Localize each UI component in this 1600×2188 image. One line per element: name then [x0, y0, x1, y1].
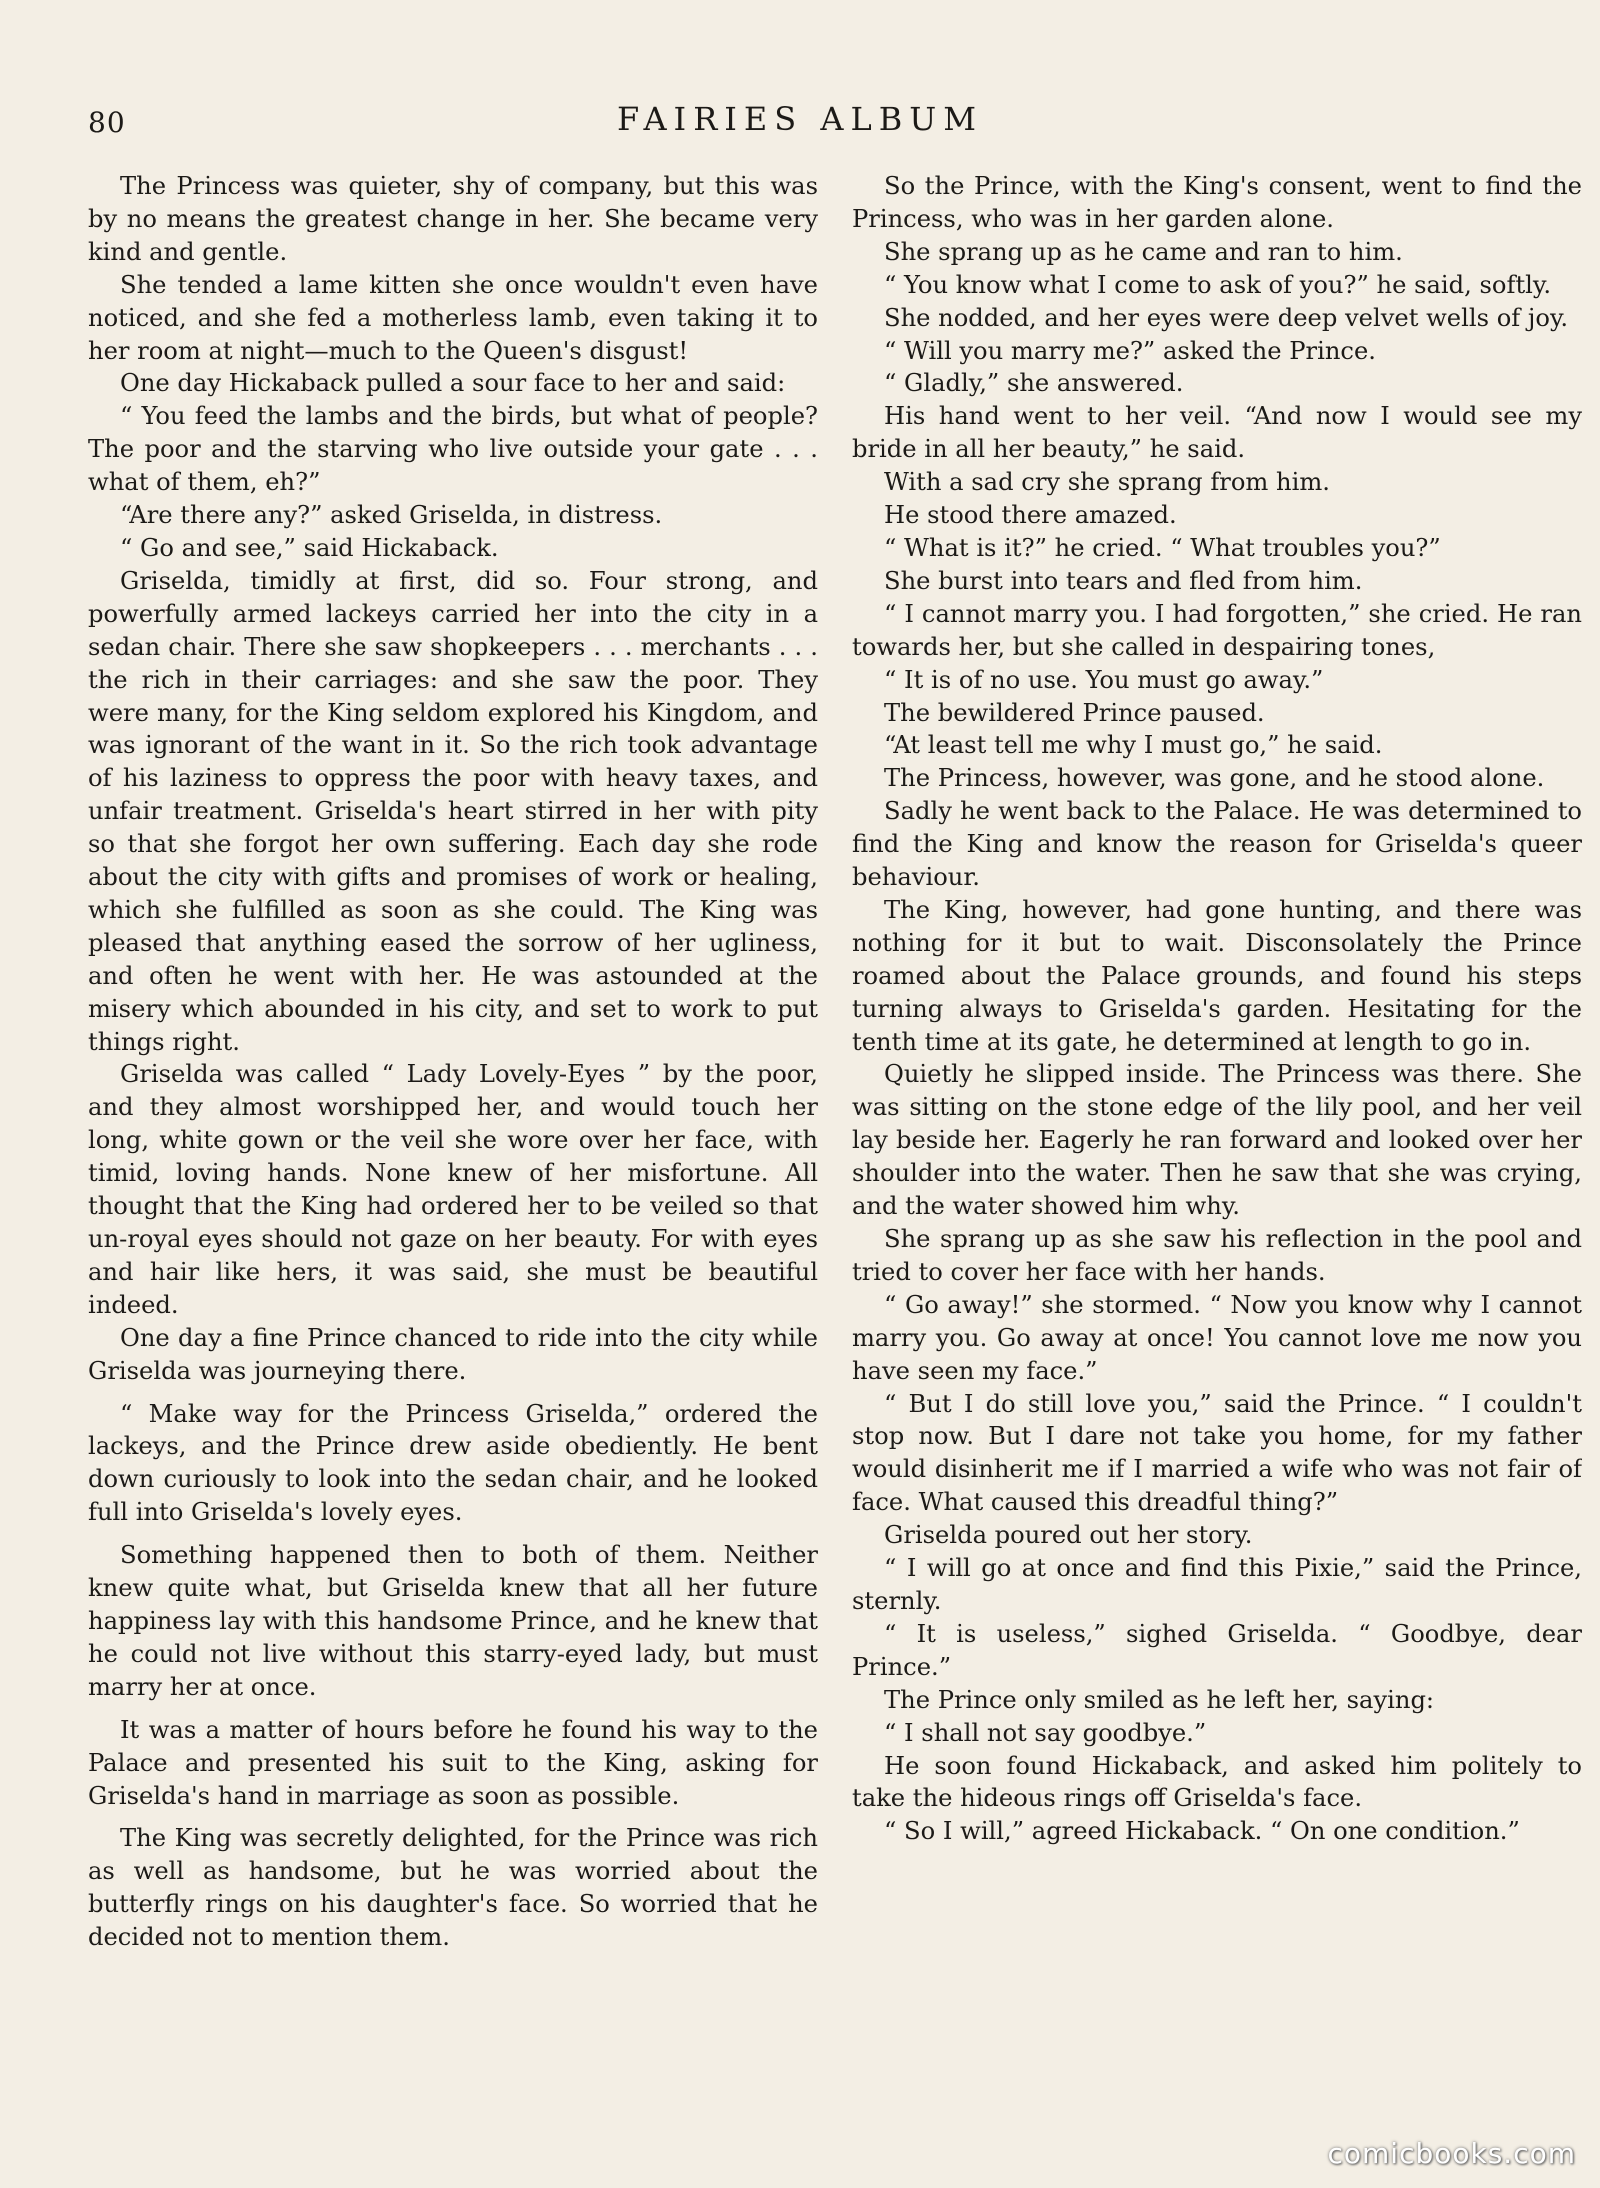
paragraph: “ You feed the lambs and the birds, but what of people? The poor and the starving who live outside your gate . . . what of them, eh?”: [88, 402, 818, 497]
paragraph: “ So I will,” agreed Hickaback. “ On one condition.”: [884, 1817, 1520, 1846]
story-body: [88, 170, 1582, 2110]
page-number: 80: [88, 106, 126, 139]
paragraph: “ I shall not say goodbye.”: [884, 1718, 1207, 1747]
paragraph: The King, however, had gone hunting, and there was nothing for it but to wait. Disconsolately the Prince roamed about the Palace grounds, and found his steps turning always to Griselda's garden. Hesitating for the tenth time at its gate, he determined at length to go in.: [852, 895, 1582, 1056]
page-header: [0, 96, 1600, 156]
paragraph: She burst into tears and fled from him.: [884, 566, 1363, 595]
site-watermark: comicbooks.com: [1327, 2137, 1576, 2170]
paragraph: “ Go and see,” said Hickaback.: [120, 533, 499, 562]
paragraph: He stood there amazed.: [884, 501, 1177, 530]
paragraph: She tended a lame kitten she once wouldn't even have noticed, and she fed a motherless lamb, even taking it to her room at night—much to the Queen's disgust!: [88, 270, 818, 365]
paragraph: The Princess, however, was gone, and he stood alone.: [884, 764, 1545, 793]
paragraph: His hand went to her veil. “And now I would see my bride in all her beauty,” he said.: [852, 402, 1582, 464]
paragraph: “ But I do still love you,” said the Prince. “ I couldn't stop now. But I dare not take you home, for my father would disinherit me if I married a wife who was not fair of face. What caused this dreadful thing?”: [852, 1389, 1582, 1517]
left-column: [88, 170, 818, 2110]
paragraph: Griselda poured out her story.: [884, 1521, 1253, 1550]
paragraph: Something happened then to both of them. Neither knew quite what, but Griselda knew that all her future happiness lay with this handsome Prince, and he knew that he could not live without this starry-eyed lady, but must marry her at once.: [88, 1541, 818, 1701]
paragraph: Griselda was called “ Lady Lovely-Eyes ” by the poor, and they almost worshipped her, and would touch her long, white gown or the veil she wore over her face, with timid, loving hands. None knew of her misfortune. All thought that the King had ordered her to be veiled so that un-royal eyes should not gaze on her beauty. For with eyes and hair like hers, it was said, she must be beautiful indeed.: [88, 1060, 818, 1319]
paragraph: She nodded, and her eyes were deep velvet wells of joy.: [884, 303, 1569, 332]
paragraph: “ Go away!” she stormed. “ Now you know why I cannot marry you. Go away at once! You cannot love me now you have seen my face.”: [852, 1290, 1582, 1385]
paragraph: Griselda, timidly at first, did so. Four strong, and powerfully armed lackeys carried her into the city in a sedan chair. There she saw shopkeepers . . . merchants . . . the rich in their carriages: and she saw the poor. They were many, for the King seldom explored his Kingdom, and was ignorant of the want in it. So the rich took advantage of his laziness to oppress the poor with heavy taxes, and unfair treatment. Griselda's heart stirred in her with pity so that she forgot her own suffering. Each day she rode about the city with gifts and promises of work or healing, which she fulfilled as soon as she could. The King was pleased that anything eased the sorrow of her ugliness, and often he went with her. He was astounded at the misery which abounded in his city, and set to work to put things right.: [88, 566, 818, 1056]
paragraph: One day a fine Prince chanced to ride into the city while Griselda was journeying there.: [88, 1323, 818, 1385]
paragraph: The Prince only smiled as he left her, saying:: [884, 1685, 1435, 1714]
paragraph: Sadly he went back to the Palace. He was determined to find the King and know the reason for Griselda's queer behaviour.: [852, 797, 1582, 892]
paragraph: The bewildered Prince paused.: [884, 698, 1265, 727]
paragraph: He soon found Hickaback, and asked him politely to take the hideous rings off Griselda's face.: [852, 1751, 1582, 1813]
paragraph: So the Prince, with the King's consent, went to find the Princess, who was in her garden alone.: [852, 172, 1582, 233]
paragraph: “ Gladly,” she answered.: [884, 369, 1184, 398]
paragraph: Quietly he slipped inside. The Princess was there. She was sitting on the stone edge of the lily pool, and her veil lay beside her. Eagerly he ran forward and looked over her shoulder into the water. Then he saw that she was crying, and the water showed him why.: [852, 1060, 1582, 1221]
paragraph: “ What is it?” he cried. “ What troubles you?”: [884, 533, 1441, 562]
running-title: FAIRIES ALBUM: [617, 100, 983, 138]
paragraph: With a sad cry she sprang from him.: [884, 468, 1330, 497]
paragraph: “ I cannot marry you. I had forgotten,” she cried. He ran towards her, but she called in despairing tones,: [852, 599, 1582, 661]
paragraph: “Are there any?” asked Griselda, in distress.: [120, 501, 663, 530]
paragraph: “ Make way for the Princess Griselda,” ordered the lackeys, and the Prince drew aside obediently. He bent down curiously to look into the sedan chair, and he looked full into Griselda's lovely eyes.: [88, 1399, 818, 1527]
paragraph: The Princess was quieter, shy of company, but this was by no means the greatest change in her. She became very kind and gentle.: [88, 172, 818, 266]
paragraph: “ You know what I come to ask of you?” he said, softly.: [884, 270, 1552, 299]
paragraph: “ It is useless,” sighed Griselda. “ Goodbye, dear Prince.”: [852, 1619, 1582, 1681]
paragraph: One day Hickaback pulled a sour face to her and said:: [120, 369, 786, 398]
paragraph: “At least tell me why I must go,” he said.: [884, 731, 1383, 760]
paragraph: It was a matter of hours before he found his way to the Palace and presented his suit to the King, asking for Griselda's hand in marriage as soon as possible.: [88, 1715, 818, 1810]
paragraph: “ I will go at once and find this Pixie,” said the Prince, sternly.: [852, 1554, 1582, 1615]
paragraph: The King was secretly delighted, for the Prince was rich as well as handsome, but he was worried about the butterfly rings on his daughter's face. So worried that he decided not to mention them.: [88, 1824, 818, 1952]
paragraph: She sprang up as he came and ran to him.: [884, 237, 1403, 266]
paragraph: She sprang up as she saw his reflection in the pool and tried to cover her face with her hands.: [852, 1225, 1582, 1286]
right-column: [852, 170, 1582, 2110]
paragraph: “ It is of no use. You must go away.”: [884, 665, 1324, 694]
paragraph: “ Will you marry me?” asked the Prince.: [884, 336, 1376, 365]
